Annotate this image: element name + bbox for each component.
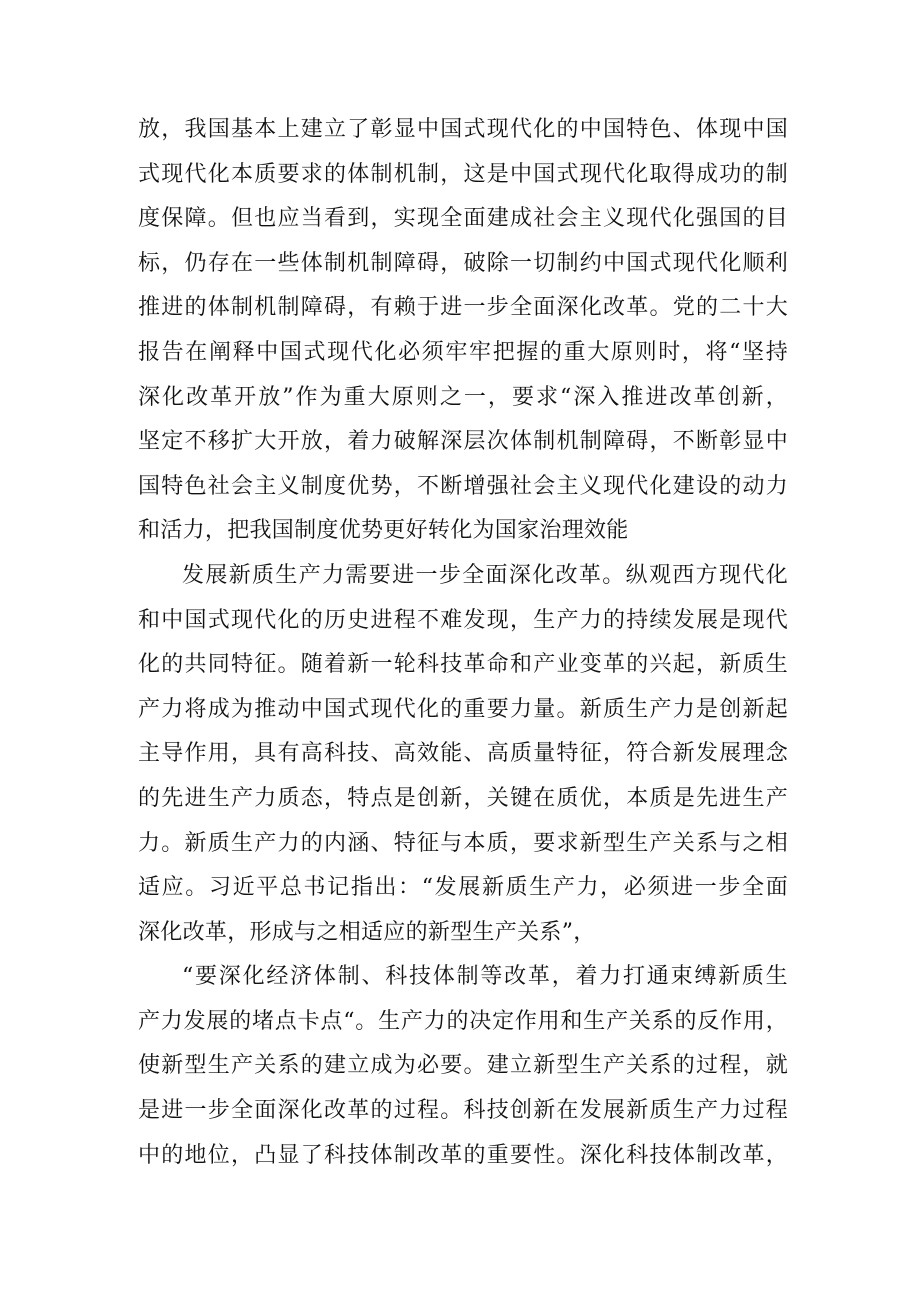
paragraph-line: 主导作用，具有高科技、高效能、高质量特征，符合新发展理念 (138, 741, 788, 767)
paragraph-3 (138, 955, 788, 1178)
paragraph-line: 和活力，把我国制度优势更好转化为国家治理效能 (138, 518, 629, 544)
paragraph-line: 坚定不移扩大开放，着力破解深层次体制机制障碍，不断彰显中 (138, 429, 788, 455)
paragraph-line: 和中国式现代化的历史进程不难发现，生产力的持续发展是现代 (138, 607, 788, 633)
paragraph-line: 放，我国基本上建立了彰显中国式现代化的中国特色、体现中国 (138, 117, 788, 142)
paragraph-line: 产力发展的堵点卡点“。生产力的决定作用和生产关系的反作用， (138, 1008, 788, 1034)
paragraph-1 (138, 108, 788, 554)
paragraph-line: 中的地位，凸显了科技体制改革的重要性。深化科技体制改革， (138, 1142, 788, 1168)
paragraph-line: 国特色社会主义制度优势，不断增强社会主义现代化建设的动力 (138, 473, 788, 499)
paragraph-line: 适应。习近平总书记指出：“发展新质生产力，必须进一步全面 (138, 875, 788, 901)
paragraph-line: 式现代化本质要求的体制机制，这是中国式现代化取得成功的制 (138, 161, 788, 187)
paragraph-2 (138, 554, 788, 955)
paragraph-line: 标，仍存在一些体制机制障碍，破除一切制约中国式现代化顺利 (138, 250, 788, 276)
paragraph-line: 产力将成为推动中国式现代化的重要力量。新质生产力是创新起 (138, 696, 788, 722)
paragraph-line: “要深化经济体制、科技体制等改革，着力打通束缚新质生 (182, 964, 788, 990)
paragraph-line: 深化改革，形成与之相适应的新型生产关系”， (138, 919, 596, 945)
paragraph-line: 的先进生产力质态，特点是创新，关键在质优，本质是先进生产 (138, 785, 788, 811)
paragraph-line: 报告在阐释中国式现代化必须牢牢把握的重大原则时，将“坚持 (138, 339, 788, 365)
paragraph-line: 是进一步全面深化改革的过程。科技创新在发展新质生产力过程 (138, 1098, 788, 1124)
document-body (138, 108, 788, 1178)
paragraph-line: 推进的体制机制障碍，有赖于进一步全面深化改革。党的二十大 (138, 295, 788, 321)
paragraph-line: 力。新质生产力的内涵、特征与本质，要求新型生产关系与之相 (138, 830, 788, 856)
paragraph-line: 化的共同特征。随着新一轮科技革命和产业变革的兴起，新质生 (138, 652, 788, 678)
paragraph-line: 深化改革开放”作为重大原则之一，要求“深入推进改革创新， (138, 384, 788, 410)
paragraph-line: 发展新质生产力需要进一步全面深化改革。纵观西方现代化 (182, 562, 788, 588)
paragraph-line: 度保障。但也应当看到，实现全面建成社会主义现代化强国的目 (138, 206, 788, 232)
paragraph-line: 使新型生产关系的建立成为必要。建立新型生产关系的过程，就 (138, 1053, 788, 1079)
